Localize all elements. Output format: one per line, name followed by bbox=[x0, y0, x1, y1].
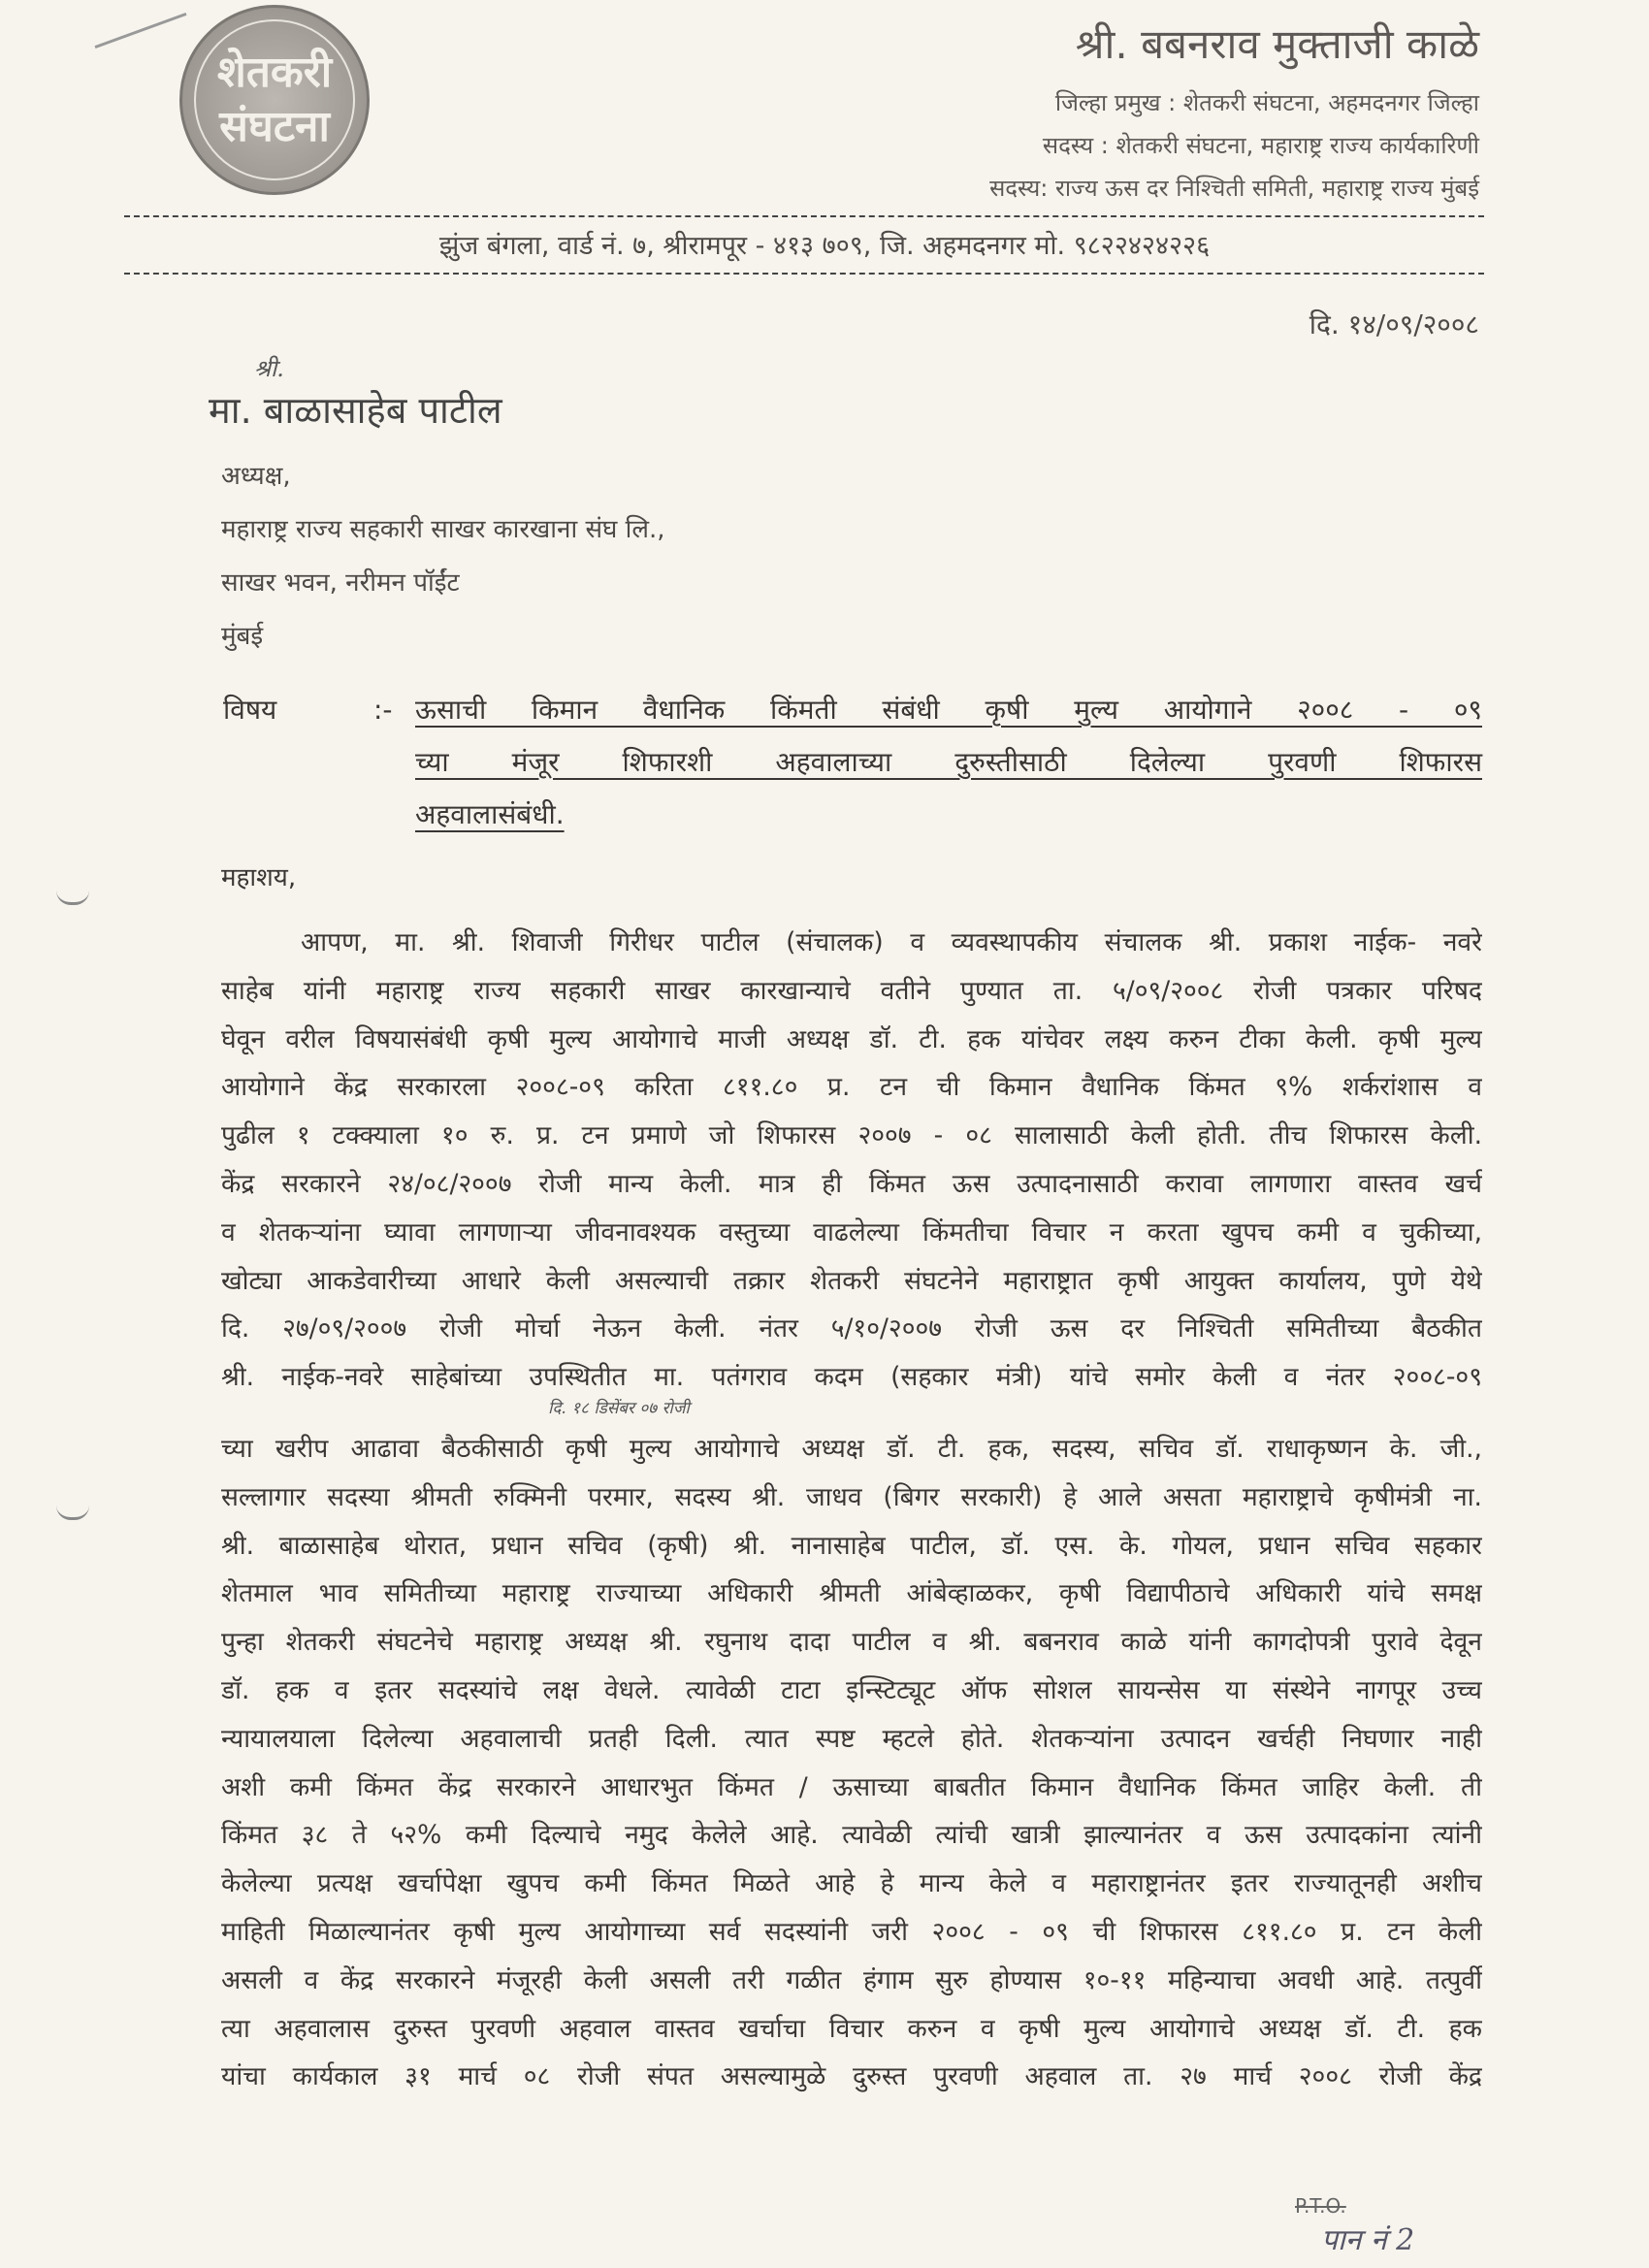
body-line: सल्लागार सदस्या श्रीमती रुक्मिनी परमार, सदस्य श्री. जाधव (बिगर सरकारी) हे आले असता महाराष्ट्राचे कृषीमंत्री ना. bbox=[221, 1481, 1482, 1512]
body-line: खोट्या आकडेवारीच्या आधारे केली असल्याची तक्रार शेतकरी संघटनेने महाराष्ट्रात कृषी आयुक्त कार्यालय, पुणे येथे bbox=[221, 1265, 1482, 1296]
subject-line: ऊसाची किमान वैधानिक किंमती संबंधी कृषी मुल्य आयोगाने २००८ - ०९ bbox=[415, 694, 1482, 726]
subject-label: विषय bbox=[223, 694, 277, 726]
body-line: पुढील १ टक्क्याला १० रु. प्र. टन प्रमाणे जो शिफारस २००७ - ०८ सालासाठी केली होती. तीच शिफारस केली. bbox=[221, 1120, 1482, 1151]
recipient-line: अध्यक्ष, bbox=[221, 462, 291, 491]
body-line: आपण, मा. श्री. शिवाजी गिरीधर पाटील (संचालक) व व्यवस्थापकीय संचालक श्री. प्रकाश नाईक- नवरे bbox=[301, 927, 1482, 957]
subject-separator: :- bbox=[373, 694, 393, 726]
handwritten-prefix: श्री. bbox=[254, 355, 284, 382]
body-line: पुन्हा शेतकरी संघटनेचे महाराष्ट्र अध्यक्ष श्री. रघुनाथ दादा पाटील व श्री. बबनराव काळे यांनी कागदोपत्री पुरावे देवून bbox=[221, 1627, 1482, 1658]
body-line: असली व केंद्र सरकारने मंजूरही केली असली तरी गळीत हंगाम सुरु होण्यास १०-११ महिन्याचा अवधी आहे. तत्पुर्वी bbox=[221, 1964, 1482, 1995]
recipient-line: साखर भवन, नरीमन पॉईंट bbox=[221, 568, 460, 598]
handwritten-insert: दि. १८ डिसेंबर ०७ रोजी bbox=[548, 1399, 690, 1418]
body-line: श्री. बाळासाहेब थोरात, प्रधान सचिव (कृषी) श्री. नानासाहेब पाटील, डॉ. एस. के. गोयल, प्रधान सचिव सहकार bbox=[221, 1530, 1482, 1561]
letterhead-designation: सदस्य : शेतकरी संघटना, महाराष्ट्र राज्य कार्यकारिणी bbox=[1042, 132, 1479, 159]
recipient-line: मुंबई bbox=[221, 622, 264, 651]
body-line: न्यायालयाला दिलेल्या अहवालाची प्रतही दिली. त्यात स्पष्ट म्हटले होते. शेतकऱ्यांना उत्पादन खर्चही निघणार नाही bbox=[221, 1723, 1482, 1754]
body-line: यांचा कार्यकाल ३१ मार्च ०८ रोजी संपत असल्यामुळे दुरुस्त पुरवणी अहवाल ता. २७ मार्च २००८ रोजी केंद्र bbox=[221, 2061, 1482, 2092]
body-line: दि. २७/०९/२००७ रोजी मोर्चा नेऊन केली. नंतर ५/१०/२००७ रोजी ऊस दर निश्चिती समितीच्या बैठकीत bbox=[221, 1313, 1482, 1345]
punch-hole-mark bbox=[56, 891, 89, 905]
body-line: शेतमाल भाव समितीच्या महाराष्ट्र राज्याच्या अधिकारी श्रीमती आंबेव्हाळकर, कृषी विद्यापीठाचे अधिकारी यांचे समक्ष bbox=[221, 1578, 1482, 1609]
body-line: त्या अहवालास दुरुस्त पुरवणी अहवाल वास्तव खर्चाचा विचार करुन व कृषी मुल्य आयोगाचे अध्यक्ष डॉ. टी. हक bbox=[221, 2013, 1482, 2044]
body-line: डॉ. हक व इतर सदस्यांचे लक्ष वेधले. त्यावेळी टाटा इन्स्टिट्यूट ऑफ सोशल सायन्सेस या संस्थेने नागपूर उच्च bbox=[221, 1675, 1482, 1705]
page-number-note: पान नं 2 bbox=[1321, 2223, 1415, 2257]
divider bbox=[124, 215, 1484, 217]
body-line: किंमत ३८ ते ५२% कमी दिल्याचे नमुद केलेले आहे. त्यावेळी त्यांची खात्री झाल्यानंतर व ऊस उत्पादकांना त्यांनी bbox=[221, 1820, 1482, 1851]
recipient-line: महाराष्ट्र राज्य सहकारी साखर कारखाना संघ लि., bbox=[221, 515, 665, 544]
letterhead-designation: जिल्हा प्रमुख : शेतकरी संघटना, अहमदनगर जिल्हा bbox=[1054, 89, 1479, 116]
body-line: अशी कमी किंमत केंद्र सरकारने आधारभुत किंमत / ऊसाच्या बाबतीत किमान वैधानिक किंमत जाहिर केली. ती bbox=[221, 1771, 1482, 1802]
body-line: आयोगाने केंद्र सरकारला २००८-०९ करिता ८११.८० प्र. टन ची किमान वैधानिक किंमत ९% शर्करांशास व bbox=[221, 1072, 1482, 1103]
body-line: केंद्र सरकारने २४/०८/२००७ रोजी मान्य केली. मात्र ही किंमत ऊस उत्पादनासाठी करावा लागणारा वास्तव खर्च bbox=[221, 1169, 1482, 1199]
body-line: व शेतकऱ्यांना घ्यावा लागणाऱ्या जीवनावश्यक वस्तुच्या वाढलेल्या किंमतीचा विचार न करता खुपच कमी व चुकीच्या, bbox=[221, 1216, 1482, 1247]
pto-note: P.T.O. bbox=[1295, 2194, 1346, 2218]
body-line: साहेब यांनी महाराष्ट्र राज्य सहकारी साखर कारखान्याचे वतीने पुण्यात ता. ५/०९/२००८ रोजी पत्रकार परिषद bbox=[221, 975, 1482, 1006]
letterhead-designation: सदस्य: राज्य ऊस दर निश्चिती समिती, महाराष्ट्र राज्य मुंबई bbox=[989, 175, 1479, 202]
body-line: च्या खरीप आढावा बैठकीसाठी कृषी मुल्य आयोगाचे अध्यक्ष डॉ. टी. हक, सदस्य, सचिव डॉ. राधाकृष्णन के. जी., bbox=[221, 1434, 1482, 1464]
body-line: घेवून वरील विषयासंबंधी कृषी मुल्य आयोगाचे माजी अध्यक्ष डॉ. टी. हक यांचेवर लक्ष्य करुन टीका केली. कृषी मुल्य bbox=[221, 1023, 1482, 1054]
divider bbox=[124, 273, 1484, 275]
body-line: केलेल्या प्रत्यक्ष खर्चापेक्षा खुपच कमी किंमत मिळते आहे हे मान्य केले व महाराष्ट्रानंतर इतर राज्यातूनही अशीच bbox=[221, 1868, 1482, 1899]
body-line: माहिती मिळाल्यानंतर कृषी मुल्य आयोगाच्या सर्व सदस्यांनी जरी २००८ - ०९ ची शिफारस ८११.८० प्र. टन केली bbox=[221, 1917, 1482, 1947]
shetkari-sanghatana-logo: शेतकरी संघटना bbox=[179, 5, 370, 195]
salutation: महाशय, bbox=[221, 863, 297, 892]
letterhead-address: झुंज बंगला, वार्ड नं. ७, श्रीरामपूर - ४१३ ७०९, जि. अहमदनगर मो. ९८२२४२४२२६ bbox=[438, 231, 1211, 261]
letter-date: दि. १४/०९/२००८ bbox=[1309, 308, 1479, 340]
recipient-name: मा. बाळासाहेब पाटील bbox=[209, 389, 502, 432]
letterhead-name: श्री. बबनराव मुक्ताजी काळे bbox=[1075, 20, 1479, 68]
body-line: श्री. नाईक-नवरे साहेबांच्या उपस्थितीत मा. पतंगराव कदम (सहकार मंत्री) यांचे समोर केली व नंतर २००८-०९ bbox=[221, 1362, 1482, 1393]
subject-line: च्या मंजूर शिफारशी अहवालाच्या दुरुस्तीसाठी दिलेल्या पुरवणी शिफारस bbox=[415, 746, 1482, 778]
subject-line: अहवालासंबंधी. bbox=[415, 798, 565, 830]
punch-hole-mark bbox=[56, 1506, 89, 1520]
staple-mark bbox=[95, 13, 187, 49]
